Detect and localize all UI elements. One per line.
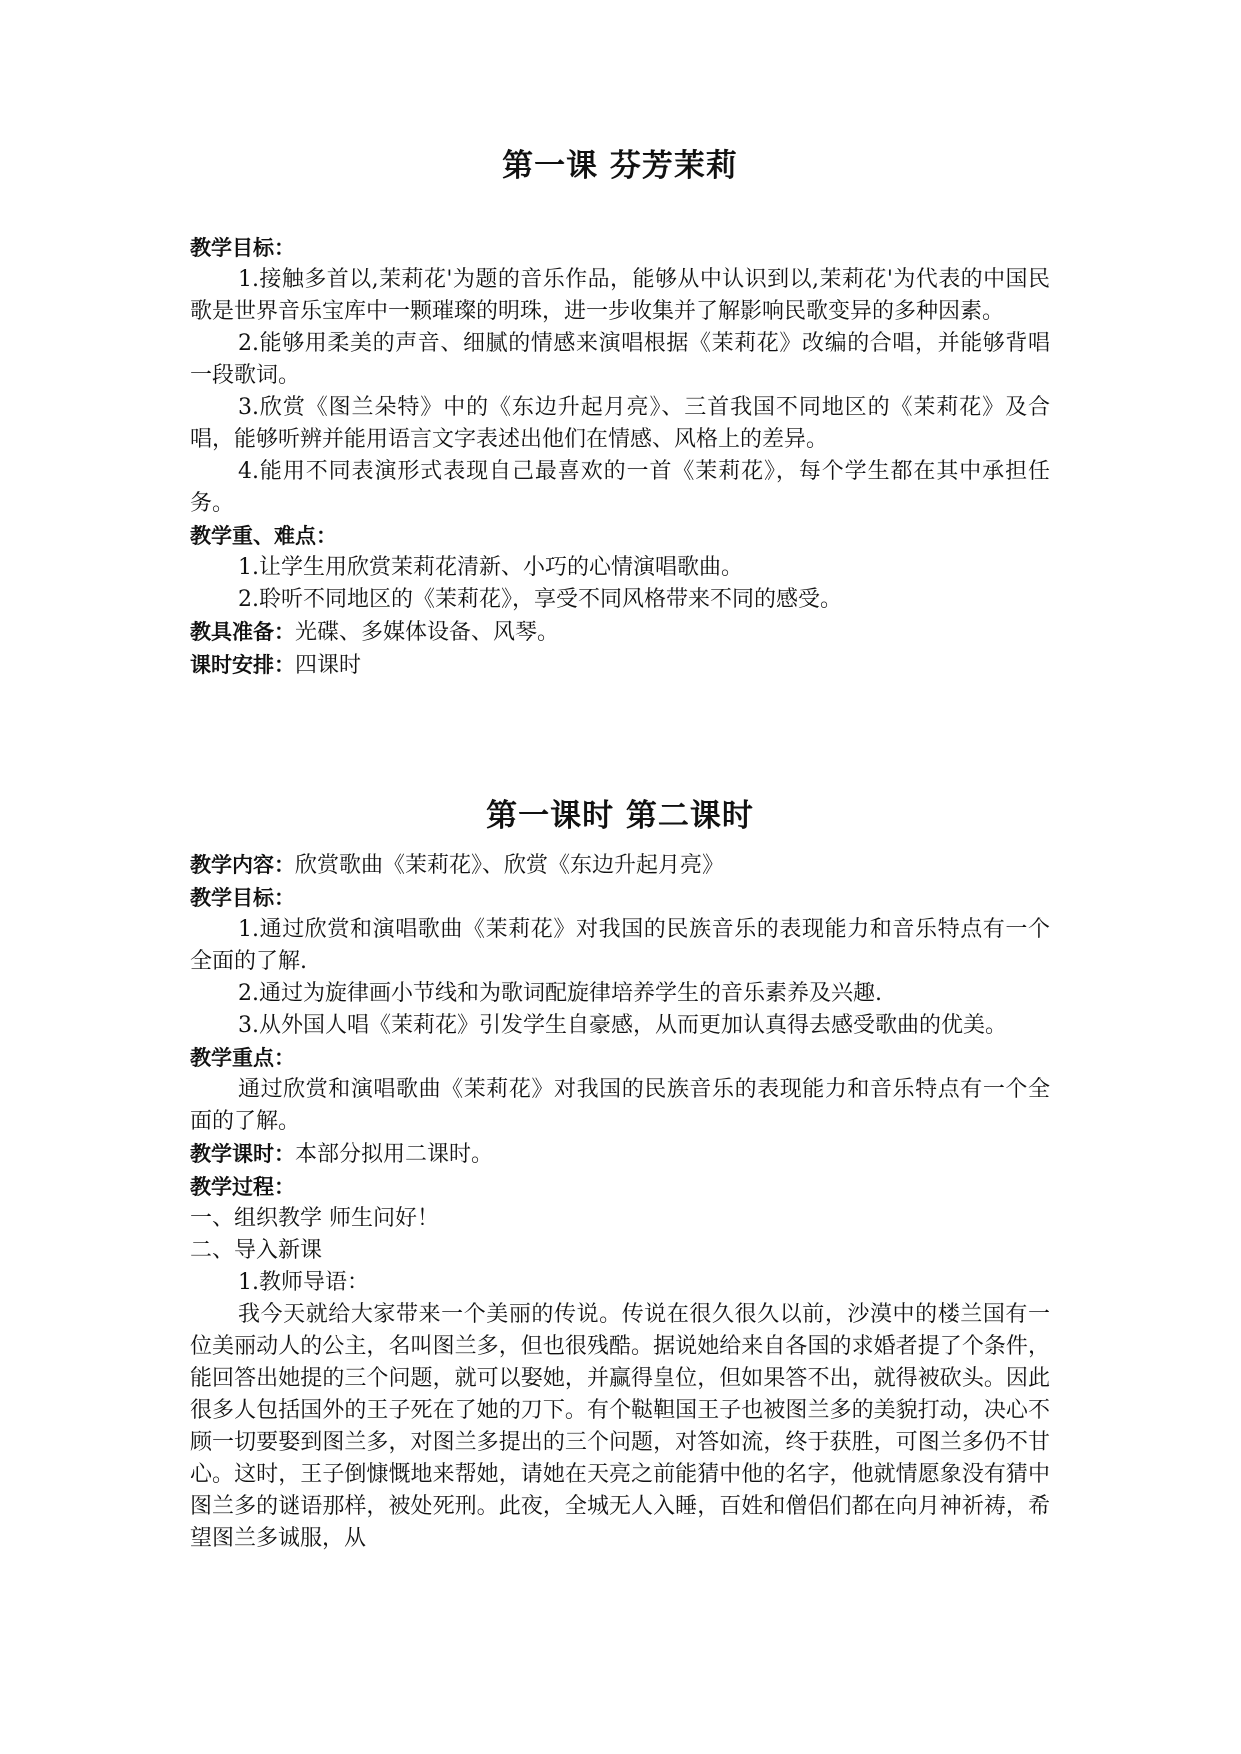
focus-text: 通过欣赏和演唱歌曲《茉莉花》对我国的民族音乐的表现能力和音乐特点有一个全面的了解。: [190, 1077, 1050, 1134]
session-objective-item: 3.从外国人唱《茉莉花》引发学生自豪感，从而更加认真得去感受歌曲的优美。: [238, 1013, 1007, 1038]
key-points-heading: 教学重、难点：: [190, 524, 337, 548]
focus-heading: 教学重点：: [190, 1046, 295, 1070]
content-label: 教学内容：: [190, 853, 295, 877]
lesson-section: [190, 232, 1050, 682]
materials-label: 教具准备：: [190, 620, 295, 644]
content-value: 欣赏歌曲《茉莉花》、欣赏《东边升起月亮》: [295, 853, 725, 878]
materials-value: 光碟、多媒体设备、风琴。: [295, 620, 560, 645]
schedule-value: 四课时: [295, 653, 362, 678]
lesson-title: 第一课 芬芳茉莉: [502, 148, 738, 184]
session-objectives-heading: 教学目标：: [190, 886, 295, 910]
objective-item: 3.欣赏《图兰朵特》中的《东边升起月亮》、三首我国不同地区的《茉莉花》及合唱，能够听辨并能用语言文字表述出他们在情感、风格上的差异。: [190, 395, 1050, 452]
objective-item: 4.能用不同表演形式表现自己最喜欢的一首《茉莉花》，每个学生都在其中承担任务。: [190, 459, 1050, 516]
hours-value: 本部分拟用二课时。: [295, 1142, 494, 1167]
schedule-label: 课时安排：: [190, 653, 295, 677]
story-paragraph: 我今天就给大家带来一个美丽的传说。传说在很久很久以前，沙漠中的楼兰国有一位美丽动人的公主，名叫图兰多，但也很残酷。据说她给来自各国的求婚者提了个条件，能回答出她提的三个问题，就可以娶她，并赢得皇位，但如果答不出，就得被砍头。因此很多人包括国外的王子死在了她的刀下。有个鞑靼国王子也被图兰多的美貌打动，决心不顾一切要娶到图兰多，对图兰多提出的三个问题，对答如流，终于获胜，可图兰多仍不甘心。这时，王子倒慷慨地来帮她，请她在天亮之前能猜中他的名字，他就情愿象没有猜中图兰多的谜语那样，被处死刑。此夜，全城无人入睡，百姓和僧侣们都在向月神祈祷，希望图兰多诚服，从: [190, 1302, 1050, 1551]
process-step: 一、组织教学 师生问好！: [190, 1206, 439, 1231]
process-step: 二、导入新课: [190, 1238, 323, 1263]
materials-line: [190, 616, 1050, 649]
session-objective-item: 1.通过欣赏和演唱歌曲《茉莉花》对我国的民族音乐的表现能力和音乐特点有一个全面的了解.: [190, 917, 1050, 974]
objective-item: 1.接触多首以,茉莉花'为题的音乐作品，能够从中认识到以,茉莉花'为代表的中国民歌是世界音乐宝库中一颗璀璨的明珠，进一步收集并了解影响民歌变异的多种因素。: [190, 267, 1050, 324]
session-title: 第一课时 第二课时: [486, 798, 754, 834]
session-objective-item: 2.通过为旋律画小节线和为歌词配旋律培养学生的音乐素养及兴趣.: [238, 981, 882, 1006]
session-section: [190, 849, 1050, 1555]
key-point-item: 1.让学生用欣赏茉莉花清新、小巧的心情演唱歌曲。: [238, 555, 743, 580]
objective-item: 2.能够用柔美的声音、细腻的情感来演唱根据《茉莉花》改编的合唱，并能够背唱一段歌词。: [190, 331, 1050, 388]
hours-line: [190, 1138, 1050, 1171]
key-point-item: 2.聆听不同地区的《茉莉花》，享受不同风格带来不同的感受。: [238, 587, 842, 612]
schedule-line: [190, 649, 1050, 682]
process-heading: 教学过程：: [190, 1175, 295, 1199]
objectives-heading: 教学目标：: [190, 236, 295, 260]
content-line: [190, 849, 1050, 882]
process-substep: 1.教师导语：: [238, 1270, 369, 1295]
hours-label: 教学课时：: [190, 1142, 295, 1166]
